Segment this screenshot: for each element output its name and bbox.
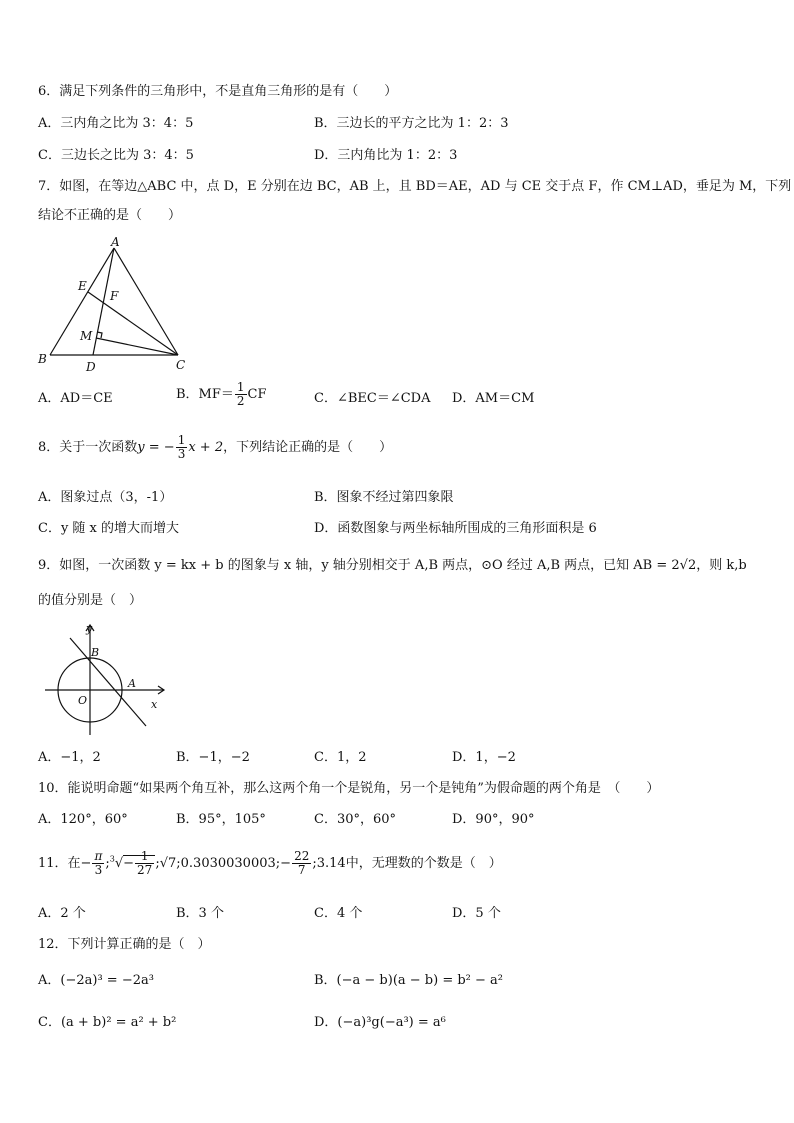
q11-minus-2: − [280, 856, 292, 871]
q8-stem [38, 434, 392, 461]
q7-option-b-fraction [235, 381, 247, 408]
q12-option-c: C．(a + b)² = a² + b² [38, 1015, 177, 1030]
q9-stem-line1: 9．如图，一次函数 y = kx + b 的图象与 x 轴，y 轴分别相交于 A,B 两点，⊙O 经过 A,B 两点，已知 AB = 2√2，则 k,b [38, 558, 747, 573]
q11-sqrt7: √7 [159, 856, 177, 871]
q9-stem-line2: 的值分别是（ ） [38, 593, 143, 608]
q6-stem: 6．满足下列条件的三角形中，不是直角三角形的是有（ ） [38, 84, 398, 99]
q11-pi: π [94, 849, 103, 863]
q7-option-a: A．AD＝CE [38, 391, 113, 406]
q7-label-e: E [78, 279, 87, 293]
q11-cbrt-numerator: 1 [135, 850, 154, 864]
q10-stem: 10．能说明命题“如果两个角互补，那么这两个角一个是锐角，另一个是钝角”为假命题的两个角是 （ ） [38, 781, 660, 796]
q11-decimal: 0.3030030003 [180, 856, 276, 871]
q11-stem [38, 850, 502, 877]
q7-stem-line2: 结论不正确的是（ ） [38, 208, 182, 223]
q7-option-b-prefix: B．MF＝ [176, 387, 234, 402]
q6-option-a: A．三内角之比为 3：4：5 [38, 116, 194, 131]
q9-label-y: y [86, 622, 93, 635]
q10-option-d: D．90°，90° [452, 812, 535, 827]
q8-function-fraction [176, 434, 188, 461]
q11-option-a: A．2 个 [38, 906, 86, 921]
q7-stem-line1: 7．如图，在等边△ABC 中，点 D，E 分别在边 BC，AB 上，且 BD＝AE，AD 与 CE 交于点 F，作 CM⊥AD，垂足为 M，下列 [38, 179, 792, 194]
q12-option-d: D．(−a)³g(−a³) = a⁶ [314, 1015, 446, 1030]
q10-option-b: B．95°，105° [176, 812, 266, 827]
q7-option-b-denominator: 2 [236, 394, 245, 408]
q12-option-b: B．(−a − b)(a − b) = b² − a² [314, 973, 504, 988]
q12-stem: 12．下列计算正确的是（ ） [38, 937, 211, 952]
q8-stem-suffix: ，下列结论正确的是（ ） [223, 440, 393, 455]
q7-label-c: C [176, 358, 186, 372]
q8-option-a: A．图象过点（3，-1） [38, 490, 173, 505]
q9-label-b: B [91, 646, 100, 659]
q11-pi-denominator: 3 [94, 863, 103, 877]
q6-option-b: B．三边长的平方之比为 1：2：3 [314, 116, 509, 131]
q9-option-d: D．1，−2 [452, 750, 516, 765]
q7-triangle-figure [30, 232, 200, 377]
q11-radical-sign: √ [114, 856, 124, 871]
q7-label-m: M [80, 329, 93, 343]
q11-sep-2: ; [155, 856, 160, 871]
q9-label-o: O [78, 694, 88, 707]
q9-option-b: B．−1，−2 [176, 750, 250, 765]
q6-option-d: D．三内角比为 1：2：3 [314, 148, 458, 163]
q7-option-d: D．AM＝CM [452, 391, 535, 406]
q11-stem-prefix: 11．在 [38, 856, 81, 871]
q7-option-b [176, 381, 267, 408]
q9-circle-figure [40, 620, 170, 740]
q11-option-c: C．4 个 [314, 906, 363, 921]
q11-sep-4: ; [275, 856, 281, 871]
q11-cbrt-denominator: 27 [137, 863, 153, 877]
q7-option-c: C．∠BEC＝∠CDA [314, 391, 431, 406]
q7-label-b: B [38, 352, 47, 366]
q8-fraction-denominator: 3 [177, 447, 186, 461]
q10-option-a: A．120°，60° [38, 812, 128, 827]
q11-cbrt-minus: − [123, 856, 135, 871]
q11-option-d: D．5 个 [452, 906, 501, 921]
q11-minus-1: − [80, 856, 92, 871]
q8-function-left: y = − [137, 440, 175, 455]
q11-fraction-numerator: 22 [294, 849, 310, 863]
q10-option-c: C．30°，60° [314, 812, 397, 827]
q9-option-c: C．1，2 [314, 750, 367, 765]
q9-option-a: A．−1，2 [38, 750, 101, 765]
q11-pi-fraction [92, 850, 104, 877]
q6-option-c: C．三边长之比为 3：4：5 [38, 148, 194, 163]
q9-label-x: x [151, 698, 158, 711]
q12-option-a: A．(−2a)³ = −2a³ [38, 973, 154, 988]
q8-function-right: x + 2 [188, 440, 224, 455]
q7-option-b-numerator: 1 [236, 380, 245, 394]
q8-option-d: D．函数图象与两坐标轴所围成的三角形面积是 6 [314, 521, 597, 536]
q8-option-b: B．图象不经过第四象限 [314, 490, 454, 505]
q11-option-b: B．3 个 [176, 906, 224, 921]
q11-sep-5: ; [312, 856, 317, 871]
q9-label-a: A [128, 677, 136, 690]
q11-fraction-denominator: 7 [297, 863, 306, 877]
q11-sep-1: ; [105, 856, 110, 871]
q11-stem-suffix: 中，无理数的个数是（ ） [345, 856, 502, 871]
q7-option-b-suffix: CF [247, 387, 267, 402]
q11-cbrt-index: 3 [109, 854, 115, 864]
q8-stem-prefix: 8．关于一次函数 [38, 440, 138, 455]
q11-fraction-22-7 [292, 850, 311, 877]
q11-last-number: 3.14 [316, 856, 346, 871]
q7-label-f: F [110, 289, 119, 303]
q8-fraction-numerator: 1 [177, 433, 186, 447]
q11-cbrt-radicand [123, 849, 155, 877]
q8-option-c: C．y 随 x 的增大而增大 [38, 521, 180, 536]
q11-sep-3: ; [176, 856, 181, 871]
q7-label-d: D [86, 360, 96, 374]
q11-cbrt-fraction [135, 850, 154, 877]
q7-label-a: A [111, 235, 120, 249]
